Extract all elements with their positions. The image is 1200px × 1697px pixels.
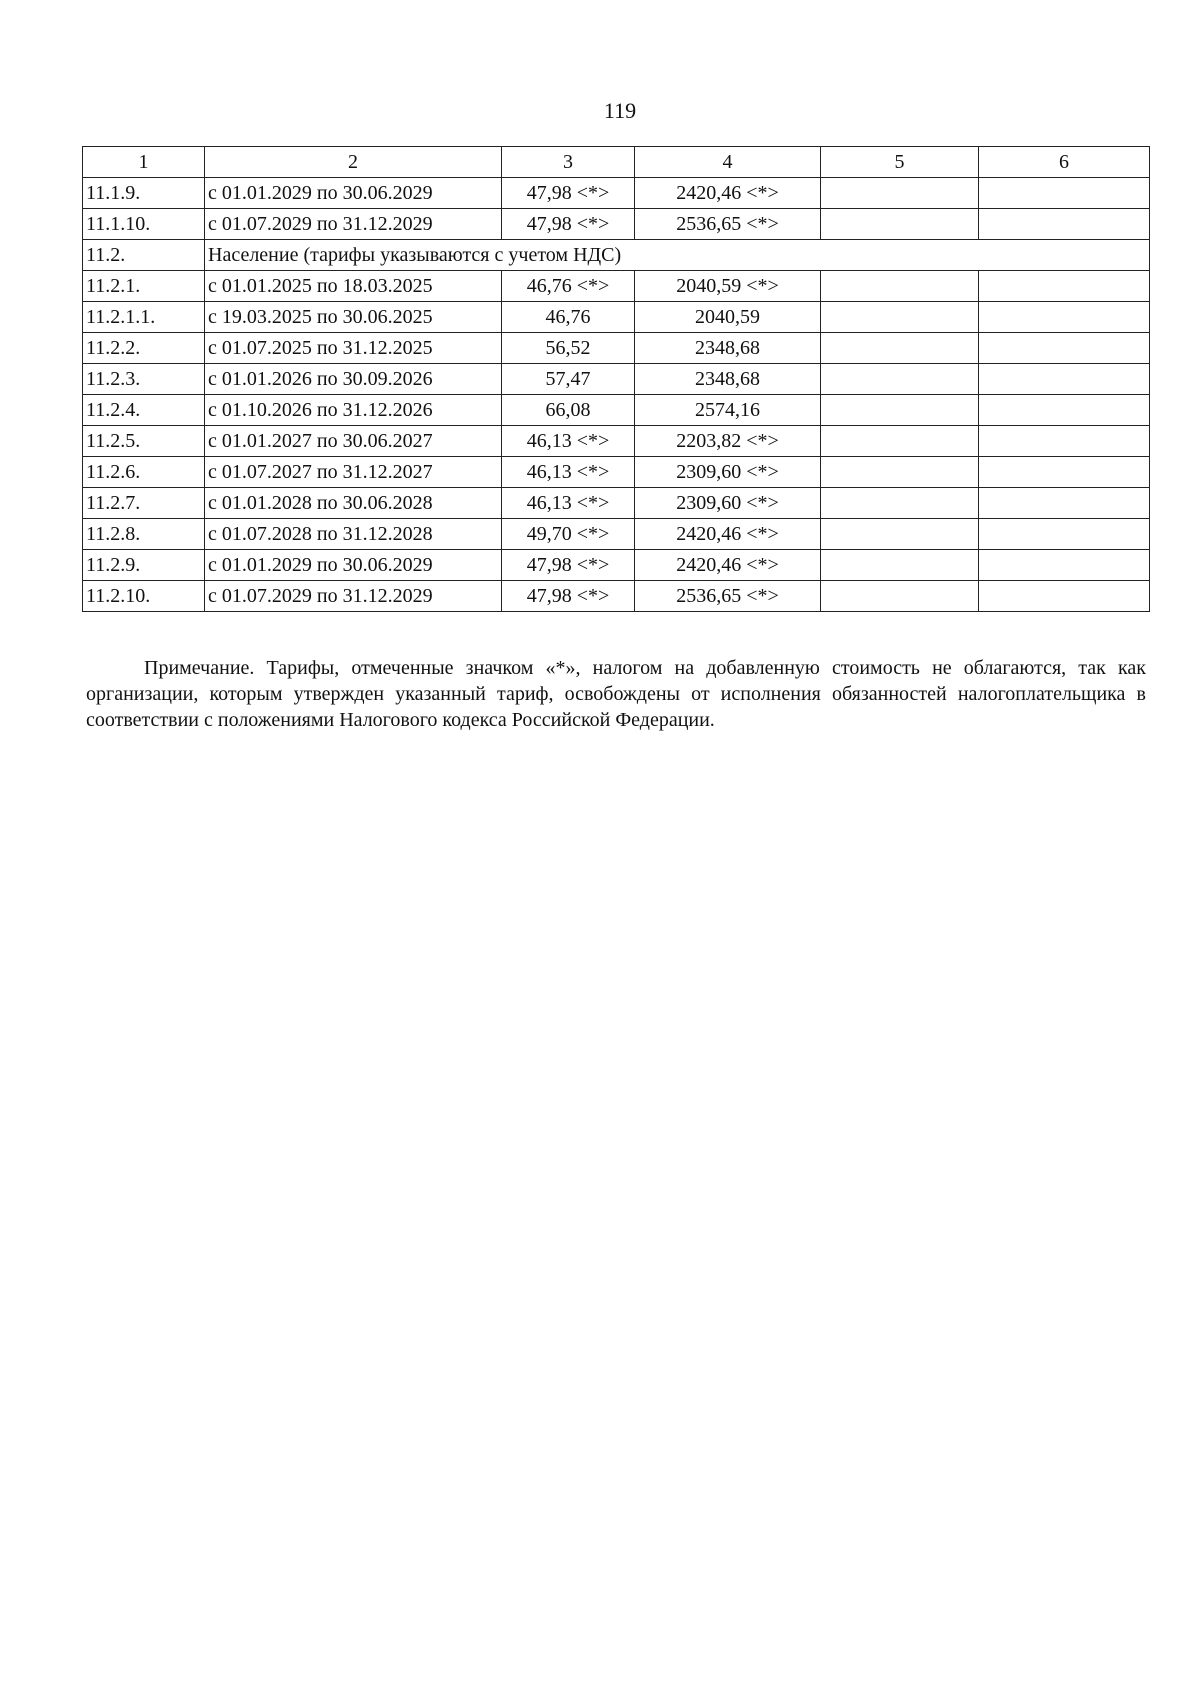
table-row bbox=[83, 395, 1150, 426]
value-col5-cell bbox=[821, 426, 979, 457]
value-col5-cell bbox=[821, 364, 979, 395]
value-col6-cell bbox=[979, 395, 1150, 426]
column-header: 3 bbox=[502, 147, 635, 178]
value-col6-cell bbox=[979, 302, 1150, 333]
value-col6-cell bbox=[979, 178, 1150, 209]
value-col6-cell bbox=[979, 581, 1150, 612]
period-cell: с 01.01.2026 по 30.09.2026 bbox=[205, 364, 502, 395]
period-cell: с 01.07.2025 по 31.12.2025 bbox=[205, 333, 502, 364]
value-col4-cell: 2420,46 <*> bbox=[635, 550, 821, 581]
value-col5-cell bbox=[821, 519, 979, 550]
value-col4-cell: 2420,46 <*> bbox=[635, 519, 821, 550]
value-col3-cell: 47,98 <*> bbox=[502, 581, 635, 612]
value-col3-cell: 56,52 bbox=[502, 333, 635, 364]
row-number-cell: 11.2.2. bbox=[83, 333, 205, 364]
row-number-cell: 11.2.9. bbox=[83, 550, 205, 581]
row-number-cell: 11.2.3. bbox=[83, 364, 205, 395]
column-header: 2 bbox=[205, 147, 502, 178]
value-col3-cell: 46,76 <*> bbox=[502, 271, 635, 302]
value-col3-cell: 46,76 bbox=[502, 302, 635, 333]
period-cell: с 01.10.2026 по 31.12.2026 bbox=[205, 395, 502, 426]
value-col4-cell: 2348,68 bbox=[635, 333, 821, 364]
row-number-cell: 11.1.10. bbox=[83, 209, 205, 240]
row-number-cell: 11.1.9. bbox=[83, 178, 205, 209]
table-row bbox=[83, 519, 1150, 550]
value-col3-cell: 46,13 <*> bbox=[502, 426, 635, 457]
table-row bbox=[83, 457, 1150, 488]
value-col6-cell bbox=[979, 426, 1150, 457]
row-number-cell: 11.2.4. bbox=[83, 395, 205, 426]
value-col5-cell bbox=[821, 178, 979, 209]
column-header: 1 bbox=[83, 147, 205, 178]
value-col3-cell: 46,13 <*> bbox=[502, 488, 635, 519]
value-col5-cell bbox=[821, 581, 979, 612]
value-col6-cell bbox=[979, 519, 1150, 550]
value-col5-cell bbox=[821, 457, 979, 488]
table-header-row bbox=[83, 147, 1150, 178]
period-cell: с 01.01.2029 по 30.06.2029 bbox=[205, 550, 502, 581]
value-col4-cell: 2203,82 <*> bbox=[635, 426, 821, 457]
table-row bbox=[83, 209, 1150, 240]
value-col3-cell: 47,98 <*> bbox=[502, 550, 635, 581]
value-col6-cell bbox=[979, 271, 1150, 302]
value-col5-cell bbox=[821, 333, 979, 364]
value-col3-cell: 46,13 <*> bbox=[502, 457, 635, 488]
table-row bbox=[83, 550, 1150, 581]
footnote-text: Примечание. Тарифы, отмеченные значком «*», налогом на добавленную стоимость не облагаются, так как организации, которым утвержден указанный тариф, освобождены от исполнения обязанностей налогоплательщика в соответствии с положениями Налогового кодекса Российской Федерации. bbox=[86, 657, 1146, 731]
value-col3-cell: 66,08 bbox=[502, 395, 635, 426]
value-col6-cell bbox=[979, 457, 1150, 488]
table-row bbox=[83, 364, 1150, 395]
value-col4-cell: 2536,65 <*> bbox=[635, 581, 821, 612]
value-col6-cell bbox=[979, 364, 1150, 395]
value-col4-cell: 2574,16 bbox=[635, 395, 821, 426]
value-col3-cell: 57,47 bbox=[502, 364, 635, 395]
period-cell: с 01.01.2025 по 18.03.2025 bbox=[205, 271, 502, 302]
page-number: 119 bbox=[603, 98, 637, 123]
value-col6-cell bbox=[979, 209, 1150, 240]
row-number-cell: 11.2.1.1. bbox=[83, 302, 205, 333]
period-cell: с 01.01.2029 по 30.06.2029 bbox=[205, 178, 502, 209]
table-row bbox=[83, 333, 1150, 364]
period-cell: с 19.03.2025 по 30.06.2025 bbox=[205, 302, 502, 333]
table-row bbox=[83, 271, 1150, 302]
table-row bbox=[83, 302, 1150, 333]
row-number-cell: 11.2.1. bbox=[83, 271, 205, 302]
value-col4-cell: 2040,59 <*> bbox=[635, 271, 821, 302]
value-col3-cell: 47,98 <*> bbox=[502, 209, 635, 240]
section-row bbox=[83, 240, 1150, 271]
value-col4-cell: 2040,59 bbox=[635, 302, 821, 333]
value-col4-cell: 2309,60 <*> bbox=[635, 457, 821, 488]
value-col5-cell bbox=[821, 271, 979, 302]
row-number-cell: 11.2.10. bbox=[83, 581, 205, 612]
value-col6-cell bbox=[979, 333, 1150, 364]
table-row bbox=[83, 426, 1150, 457]
column-header: 6 bbox=[979, 147, 1150, 178]
period-cell: с 01.07.2027 по 31.12.2027 bbox=[205, 457, 502, 488]
value-col5-cell bbox=[821, 395, 979, 426]
value-col3-cell: 49,70 <*> bbox=[502, 519, 635, 550]
period-cell: с 01.07.2029 по 31.12.2029 bbox=[205, 581, 502, 612]
value-col6-cell bbox=[979, 488, 1150, 519]
table-row bbox=[83, 488, 1150, 519]
period-cell: с 01.01.2027 по 30.06.2027 bbox=[205, 426, 502, 457]
value-col5-cell bbox=[821, 488, 979, 519]
row-number-cell: 11.2.8. bbox=[83, 519, 205, 550]
value-col4-cell: 2348,68 bbox=[635, 364, 821, 395]
value-col4-cell: 2536,65 <*> bbox=[635, 209, 821, 240]
period-cell: с 01.07.2029 по 31.12.2029 bbox=[205, 209, 502, 240]
period-cell: с 01.07.2028 по 31.12.2028 bbox=[205, 519, 502, 550]
tariff-table bbox=[82, 146, 1150, 612]
value-col4-cell: 2420,46 <*> bbox=[635, 178, 821, 209]
row-number-cell: 11.2.5. bbox=[83, 426, 205, 457]
section-title-cell: Население (тарифы указываются с учетом НДС) bbox=[205, 240, 1150, 271]
value-col5-cell bbox=[821, 550, 979, 581]
table-row bbox=[83, 178, 1150, 209]
row-number-cell: 11.2. bbox=[83, 240, 205, 271]
column-header: 4 bbox=[635, 147, 821, 178]
value-col3-cell: 47,98 <*> bbox=[502, 178, 635, 209]
value-col4-cell: 2309,60 <*> bbox=[635, 488, 821, 519]
value-col5-cell bbox=[821, 302, 979, 333]
table-row bbox=[83, 581, 1150, 612]
value-col6-cell bbox=[979, 550, 1150, 581]
period-cell: с 01.01.2028 по 30.06.2028 bbox=[205, 488, 502, 519]
value-col5-cell bbox=[821, 209, 979, 240]
row-number-cell: 11.2.7. bbox=[83, 488, 205, 519]
column-header: 5 bbox=[821, 147, 979, 178]
row-number-cell: 11.2.6. bbox=[83, 457, 205, 488]
